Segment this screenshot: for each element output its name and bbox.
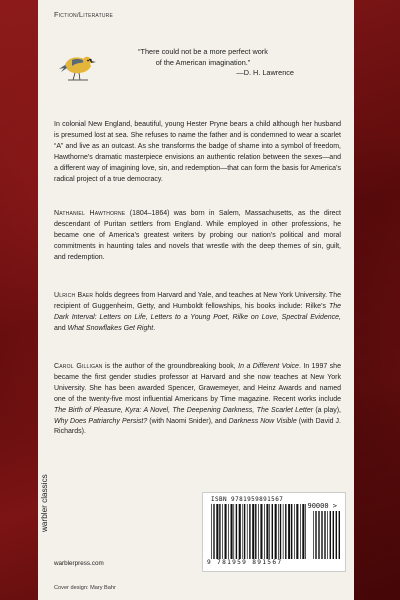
quote-line-2: of the American imagination.”	[155, 57, 251, 67]
barcode-bar	[258, 504, 259, 559]
barcode-bar	[255, 504, 256, 559]
barcode-bar	[260, 504, 262, 559]
category-label: Fiction/Literature	[54, 10, 113, 19]
barcode-bar	[339, 511, 340, 559]
gilligan-name: Carol Gilligan	[54, 363, 103, 370]
barcode-bar	[278, 504, 279, 559]
barcode-bar	[231, 504, 233, 559]
summary-paragraph: In colonial New England, beautiful, young Hester Pryne bears a child although her husband is presumed lost at sea. She refuses to name the father and is condemned to wear a scarlet “A” and live as an outcast. As she transforms the badge of shame into a symbol of freedom, Hawthorne’s dramatic masterpiece envisions an authentic relation between the sexes—and a different way of imagining love, sin, and redemption—that can form the basis for America’s radical project of a true democracy.	[54, 121, 341, 183]
barcode-bar	[266, 504, 268, 559]
text-panel	[38, 0, 354, 600]
barcode-bar	[315, 511, 316, 559]
barcode-bar	[305, 504, 306, 559]
baer-bio: Ulrich Baer holds degrees from Harvard and Yale, and teaches at New York University. The recipient of Guggenheim, Getty, and Humboldt fellowships, his books include: Rilke’s The Dark Interval: Letters on Life, Letters to a Young Poet, Rilke on Love, Spectral Evidence, and What Snowflakes Get Right.	[54, 292, 341, 332]
barcode-bar	[288, 504, 290, 559]
barcode-bar	[233, 504, 234, 559]
barcode-bar	[219, 504, 220, 559]
barcode-bar	[285, 504, 286, 559]
barcode-bar	[222, 504, 223, 559]
barcode-bar	[300, 504, 301, 559]
barcode-bar	[252, 504, 254, 559]
barcode-bar	[216, 504, 218, 559]
barcode-bar	[211, 504, 212, 559]
barcode-bar	[269, 504, 270, 559]
warbler-bird-icon	[58, 46, 100, 84]
barcode-bar	[239, 504, 241, 559]
isbn-text-top: ISBN 9781959891567	[211, 496, 284, 503]
imprint-label: warbler classics	[40, 474, 49, 532]
barcode-bar	[324, 511, 325, 559]
gilligan-bio: Carol Gilligan is the author of the groundbreaking book, In a Different Voice. In 1997 she became the first gender studies professor at Harvard and she now teaches at New York University. She has been awarded Spencer, Grawemeyer, and Heinz Awards and named one of the twenty-five most influential Americans by Time magazine. Recent works include The Birth of Pleasure, Kyra: A Novel, The Deepening Darkness, The Scarlet Letter (a play), Why Does Patriarchy Persist? (with Naomi Snider), and Darkness Now Visible (with David J. Richards).	[54, 363, 341, 436]
barcode-bar	[264, 504, 265, 559]
barcode-bar	[321, 511, 322, 559]
barcode-bar	[247, 504, 248, 559]
publisher-url[interactable]: warblerpress.com	[54, 560, 104, 567]
barcode-bar	[213, 504, 214, 559]
quote-attribution: —D. H. Lawrence	[236, 68, 294, 77]
barcode-bar	[318, 511, 319, 559]
main-barcode	[211, 504, 309, 559]
barcode-bar	[327, 511, 328, 559]
hawthorne-name: Nathaniel Hawthorne	[54, 210, 126, 217]
quote-line-1: “There could not be a more perfect work	[138, 47, 268, 56]
barcode-bar	[275, 504, 277, 559]
barcode-bar	[242, 504, 243, 559]
price-code: 90000 >	[307, 502, 337, 510]
cover-design-credit: Cover design: Mary Bahr	[54, 585, 116, 591]
addon-barcode	[313, 511, 341, 559]
barcode-bar	[313, 511, 314, 559]
barcode-bar	[236, 504, 237, 559]
isbn-text-bottom: 9 781959 891567	[207, 559, 283, 566]
barcode-bar	[225, 504, 227, 559]
barcode-bar	[291, 504, 292, 559]
barcode-bar	[294, 504, 295, 559]
barcode-bar	[283, 504, 284, 559]
barcode-bar	[272, 504, 273, 559]
epigraph-quote	[98, 47, 308, 79]
barcode-bar	[228, 504, 229, 559]
barcode-bar	[280, 504, 281, 559]
barcode-bar	[296, 504, 298, 559]
hawthorne-bio: Nathaniel Hawthorne (1804–1864) was born in Salem, Massachusetts, as the direct descendant of Puritan settlers from England. While employed in other professions, he became one of America’s greatest writers by probing our nation’s political and moral commitments in haunting tales and novels that wrestle with the deep themes of sin, guilt, and redemption.	[54, 210, 341, 261]
barcode-bar	[330, 511, 331, 559]
baer-name: Ulrich Baer	[54, 292, 94, 299]
barcode-bar	[302, 504, 304, 559]
barcode-bar	[336, 511, 337, 559]
barcode-bar	[333, 511, 334, 559]
barcode-bar	[244, 504, 245, 559]
barcode-bar	[249, 504, 250, 559]
isbn-barcode	[202, 492, 346, 572]
